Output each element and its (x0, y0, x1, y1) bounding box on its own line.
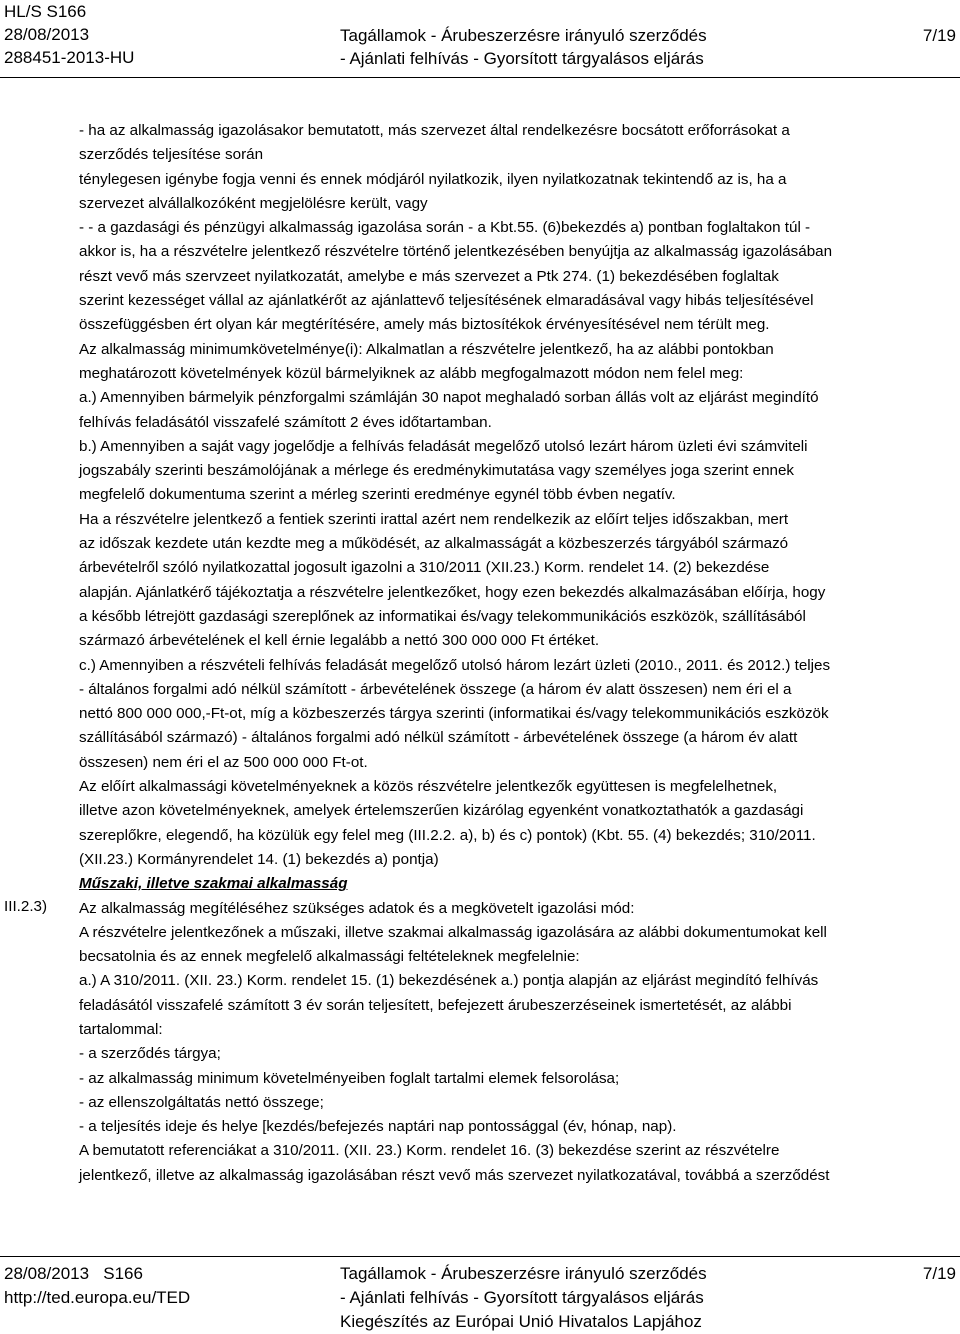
text-line: meghatározott követelmények közül bármelyiknek az alább megfogalmazott módon nem felel meg: (79, 364, 744, 382)
text-line: részt vevő más szervzeet nyilatkozatát, amelybe e más szervezet a Ptk 274. (1) bekezdésében foglaltak (79, 267, 779, 285)
text-line: összesen) nem éri el az 500 000 000 Ft-ot. (79, 753, 368, 771)
text-line: szerződés teljesítése során (79, 146, 264, 164)
text-line: jogszabály szerinti beszámolójának a mérlege és eredménykimutatása vagy személyes joga szerint ennek (79, 462, 795, 480)
text-line: alapján. Ajánlatkérő tájékoztatja a részvételre jelentkezőket, hogy ezen bekezdés alkalmazásában előírja, hogy (79, 583, 826, 601)
footer-date: 28/08/2013 (4, 1264, 90, 1283)
text-line: A bemutatott referenciákat a 310/2011. (XII. 23.) Korm. rendelet 16. (3) bekezdése szerint az részvételre (79, 1142, 780, 1160)
header-title-line2: - Ajánlati felhívás - Gyorsított tárgyalásos eljárás (340, 49, 704, 68)
text-line: szereplőkre, elegendő, ha közülük egy felel meg (III.2.2. a), b) és c) pontok) (Kbt. 55. (4) bekezdés; 310/2011. (79, 826, 816, 844)
section-heading: Műszaki, illetve szakmai alkalmasság (79, 875, 348, 893)
text-line: ténylegesen igénybe fogja venni és ennek módjáról nyilatkozik, ilyen nyilatkozatnak tekintendő az is, ha a (79, 170, 787, 188)
text-line: b.) Amennyiben a saját vagy jogelődje a felhívás feladását megelőző utolsó lezárt három üzleti évi számviteli (79, 437, 808, 455)
text-line: árbevételről szóló nyilatkozattal jogosult igazolni a 310/2011 (XII.23.) Korm. rendelet 14. (2) bekezdése (79, 559, 770, 577)
text-line: - - a gazdasági és pénzügyi alkalmasság igazolása során - a Kbt.55. (6)bekezdés a) pontban foglaltakon túl - (79, 219, 811, 237)
text-line: feladásától visszafelé számított 3 év során teljesített, befejezett árubeszerzéseinek ismertetését, az alábbi (79, 996, 792, 1014)
text-line: c.) Amennyiben a részvételi felhívás feladását megelőző utolsó három lezárt üzleti (2010., 2011. és 2012.) teljes (79, 656, 831, 674)
text-line: - az ellenszolgáltatás nettó összege; (79, 1093, 324, 1111)
text-line: a.) A 310/2011. (XII. 23.) Korm. rendelet 15. (1) bekezdésének a.) pontja alapján az eljárást megindító felhívás (79, 972, 819, 990)
header-title-line1: Tagállamok - Árubeszerzésre irányuló szerződés (340, 26, 707, 45)
footer-code: S166 (103, 1264, 143, 1283)
text-line: - általános forgalmi adó nélkül számított - árbevételének összege (a három év alatt összesen) nem éri el a (79, 680, 792, 698)
text-line: Az alkalmasság minimumkövetelménye(i): Alkalmatlan a részvételre jelentkező, ha az alábbi pontokban (79, 340, 774, 358)
text-line: jelentkező, illetve az alkalmasság igazolásában részt vevő más szervezet nyilatkozatával, továbbá a szerződést (79, 1166, 830, 1184)
header-ref: 288451-2013-HU (4, 48, 135, 67)
text-line: szervezet alvállalkozóként megjelölésre került, vagy (79, 194, 428, 212)
text-line: - a szerződés tárgya; (79, 1045, 221, 1063)
header-date: 28/08/2013 (4, 25, 90, 44)
header-series: HL/S S166 (4, 2, 87, 21)
paragraph-block-b (79, 897, 957, 1189)
header-title (340, 24, 707, 70)
text-line: akkor is, ha a részvételre jelentkező részvételre történő jelentkezésében benyújtja az alkalmasság igazolásában (79, 243, 833, 261)
text-line: szállításából származó) - általános forgalmi adó nélkül számított - árbevételének összege (a három év alatt (79, 729, 798, 747)
text-line: (XII.23.) Kormányrendelet 14. (1) bekezdés a) pontja) (79, 850, 439, 868)
text-line: felhívás feladásától visszafelé számított 2 éves időtartamban. (79, 413, 492, 431)
text-line: megfelelő dokumentuma szerint a mérleg szerinti eredménye egynél több évben negatív. (79, 486, 676, 504)
page-footer (0, 1262, 960, 1334)
footer-rule (0, 1256, 960, 1257)
section-body (79, 119, 957, 1188)
section-number: III.2.3) (4, 898, 48, 915)
text-line: összefüggésben ért olyan kár megtérítésére, amely más biztosítékok érvényesítésével nem térült meg. (79, 316, 770, 334)
text-line: A részvételre jelentkezőnek a műszaki, illetve szakmai alkalmasság igazolására az alábbi dokumentumokat kell (79, 923, 827, 941)
footer-title-line1: Tagállamok - Árubeszerzésre irányuló szerződés (340, 1264, 707, 1283)
text-line: a később létrejött gazdasági szereplőnek az informatikai és/vagy telekommunikációs eszközök, szállításából (79, 607, 806, 625)
text-line: az időszak kezdete után kezdte meg a működését, az alkalmasságát a közbeszerzés tárgyából származó (79, 535, 789, 553)
text-line: a.) Amennyiben bármelyik pénzforgalmi számláján 30 napot meghaladó sorban állás volt az eljárást megindító (79, 389, 819, 407)
text-line: - a teljesítés ideje és helye [kezdés/befejezés naptári nap pontossággal (év, hónap, nap). (79, 1118, 677, 1136)
footer-title (340, 1262, 707, 1334)
text-line: Az alkalmasság megítéléséhez szükséges adatok és a megkövetelt igazolási mód: (79, 899, 635, 917)
footer-url[interactable]: http://ted.europa.eu/TED (4, 1288, 191, 1307)
header-left (4, 0, 134, 69)
text-line: illetve azon követelményeknek, amelyek értelemszerűen kizárólag egyenként vonatkoztathatók a gazdasági (79, 802, 804, 820)
footer-left (4, 1262, 190, 1310)
text-line: - az alkalmasság minimum követelményeiben foglalt tartalmi elemek felsorolása; (79, 1069, 620, 1087)
text-line: nettó 800 000 000,-Ft-ot, míg a közbeszerzés tárgya szerinti (informatikai és/vagy telekommunikációs eszközök (79, 705, 829, 723)
footer-page-number: 7/19 (922, 1264, 956, 1283)
text-line: Az előírt alkalmassági követelményeknek a közös részvételre jelentkezők együttesen is megfelelhetnek, (79, 778, 778, 796)
header-rule (0, 77, 960, 78)
text-line: szerint kezességet vállal az ajánlatkérőt az ajánlattevő teljesítésének elmaradásával vagy hibás teljesítésével (79, 292, 814, 310)
header-page-number: 7/19 (922, 26, 956, 45)
text-line: - ha az alkalmasság igazolásakor bemutatott, más szervezet által rendelkezésre bocsátott erőforrásokat a (79, 122, 790, 139)
footer-title-line3: Kiegészítés az Európai Unió Hivatalos Lapjához (340, 1312, 702, 1331)
page-header (0, 0, 960, 76)
text-line: Ha a részvételre jelentkező a fentiek szerinti irattal azért nem rendelkezik az előírt teljes időszakban, mert (79, 510, 789, 528)
footer-title-line2: - Ajánlati felhívás - Gyorsított tárgyalásos eljárás (340, 1288, 704, 1307)
text-line: becsatolnia és az ennek megfelelő alkalmassági feltételeknek megfelelnie: (79, 948, 580, 966)
paragraph-block-a (79, 119, 957, 872)
text-line: tartalommal: (79, 1020, 163, 1038)
text-line: származó árbevételének el kell érnie legalább a nettó 300 000 000 Ft értéket. (79, 632, 600, 650)
